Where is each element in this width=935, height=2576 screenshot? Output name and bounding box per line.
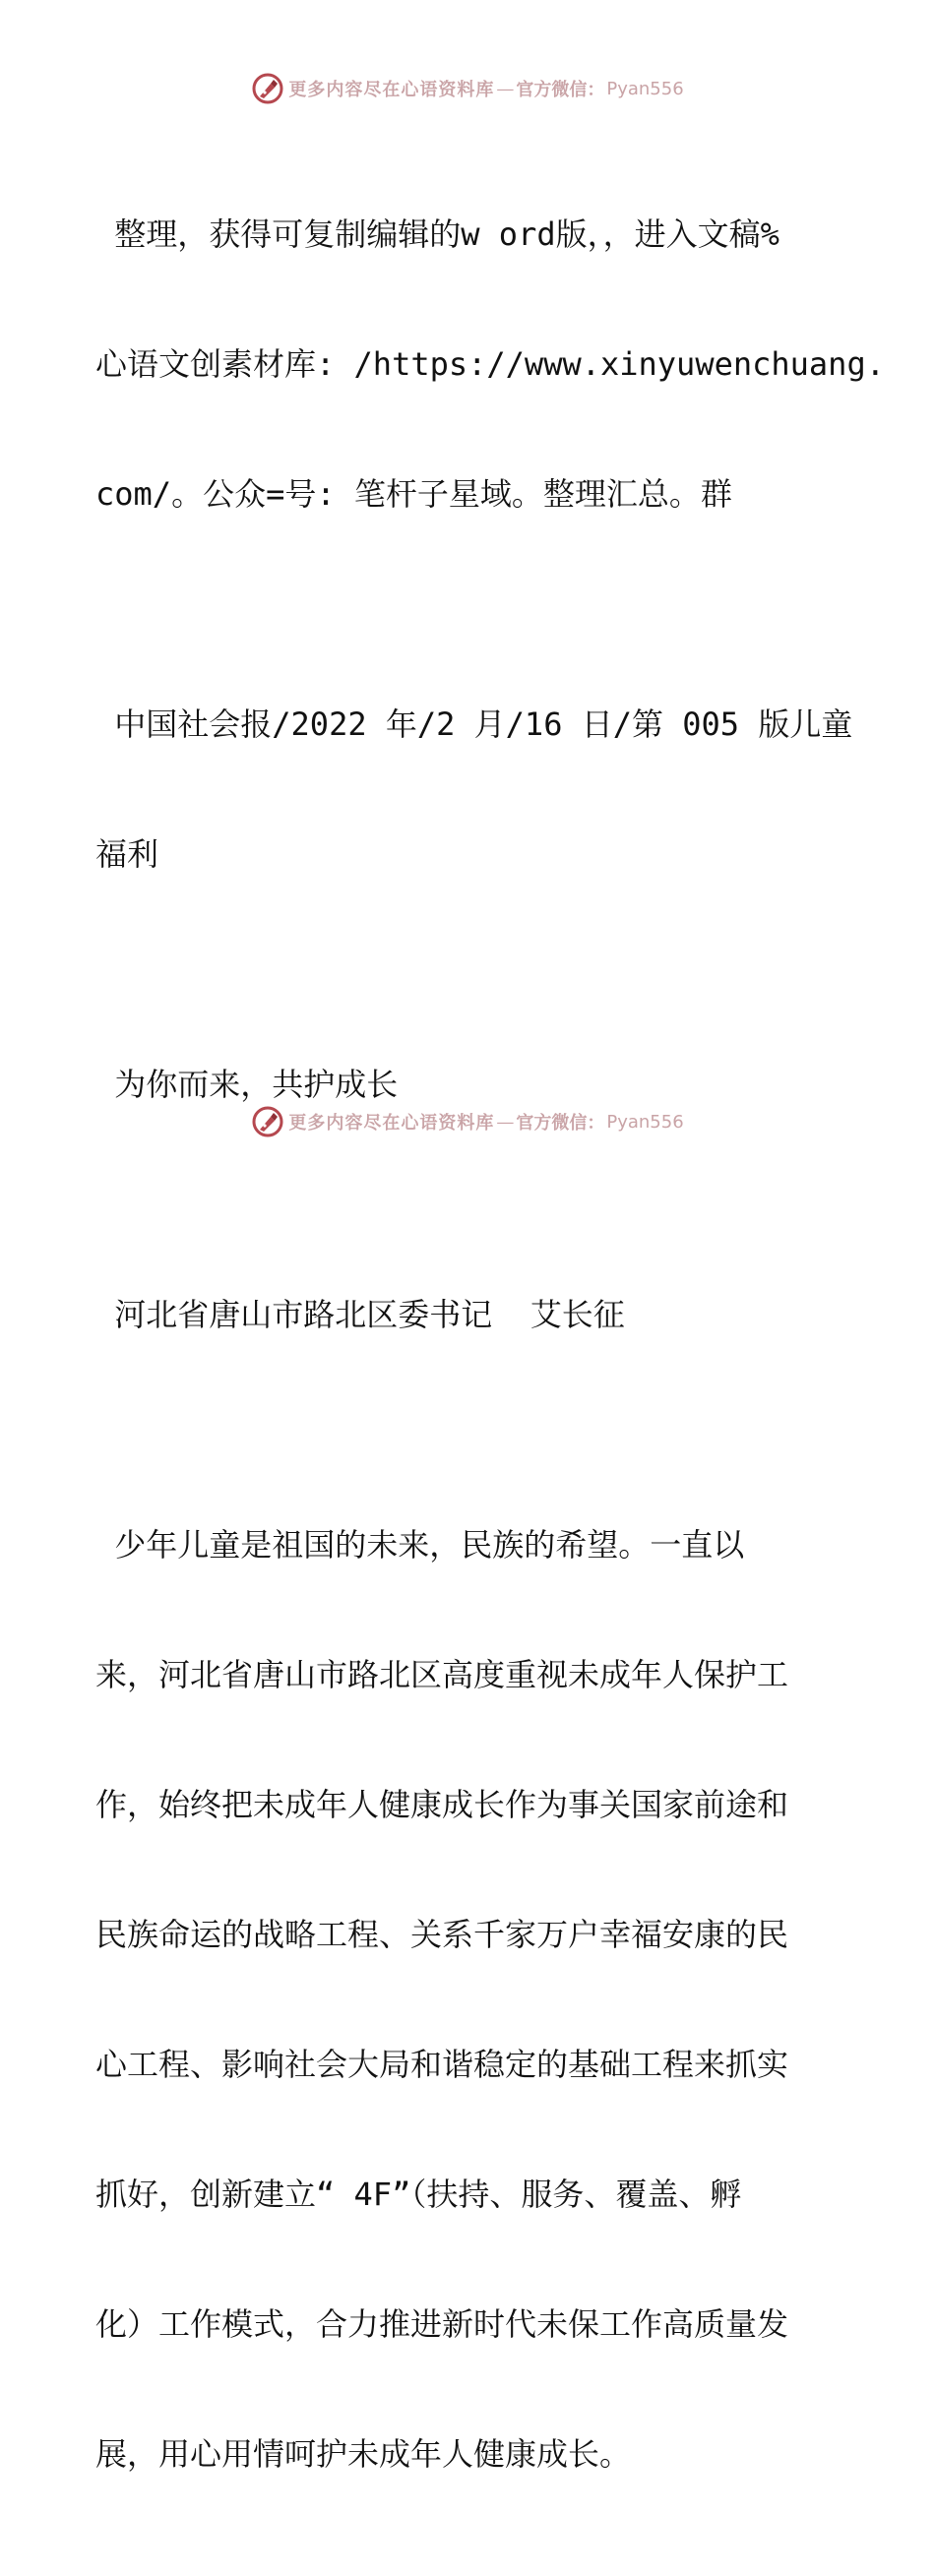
text-line: 少年儿童是祖国的未来，民族的希望。一直以: [95, 1526, 745, 1564]
text-line: 福利: [95, 835, 159, 873]
text-line: 中国社会报/2022 年/2 月/16 日/第 005 版儿童: [95, 705, 853, 743]
pen-nib-logo-icon: [251, 72, 284, 105]
text-line: 抓好，创新建立“ 4F”（扶持、服务、覆盖、孵: [95, 2176, 742, 2213]
article-title: [95, 976, 843, 1193]
banner-wechat-id: Pyan556: [606, 1111, 684, 1133]
text-line: 为你而来，共护成长: [95, 1066, 399, 1103]
text-line: 心语文创素材库: /https://www.xinyuwenchuang.: [95, 345, 885, 383]
banner-wechat-id: Pyan556: [606, 78, 684, 99]
author-line: [95, 1206, 843, 1423]
text-line: 心工程、影响社会大局和谐稳定的基础工程来抓实: [95, 2046, 789, 2083]
footer-banner: [0, 1102, 935, 1141]
text-line: 民族命运的战略工程、关系千家万户幸福安康的民: [95, 1916, 789, 1953]
text-line: 展，用心用情呵护未成年人健康成长。: [95, 2435, 632, 2473]
text-line: 来，河北省唐山市路北区高度重视未成年人保护工: [95, 1656, 789, 1693]
banner-separator: —: [496, 78, 515, 99]
pen-nib-logo-icon: [251, 1105, 284, 1138]
source-citation: [95, 616, 853, 962]
body-paragraph: [95, 1437, 843, 2562]
banner-separator: —: [496, 1111, 515, 1133]
document-body: [95, 126, 885, 2576]
text-line: 作，始终把未成年人健康成长作为事关国家前途和: [95, 1786, 789, 1823]
banner-wechat-label: 官方微信：: [516, 1113, 605, 1134]
text-line: 整理，获得可复制编辑的w ord版，，进入文稿%: [95, 215, 779, 253]
text-line: com/。公众=号: 笔杆子星域。整理汇总。群: [95, 475, 732, 513]
banner-title: 更多内容尽在心语资料库: [288, 80, 495, 100]
banner-title: 更多内容尽在心语资料库: [288, 1113, 495, 1134]
text-line: 河北省唐山市路北区委书记 艾长征: [95, 1296, 625, 1333]
intro-paragraph: [95, 126, 885, 602]
text-line: 化）工作模式，合力推进新时代未保工作高质量发: [95, 2305, 789, 2343]
banner-wechat-label: 官方微信：: [516, 80, 605, 100]
header-banner: [0, 69, 935, 108]
